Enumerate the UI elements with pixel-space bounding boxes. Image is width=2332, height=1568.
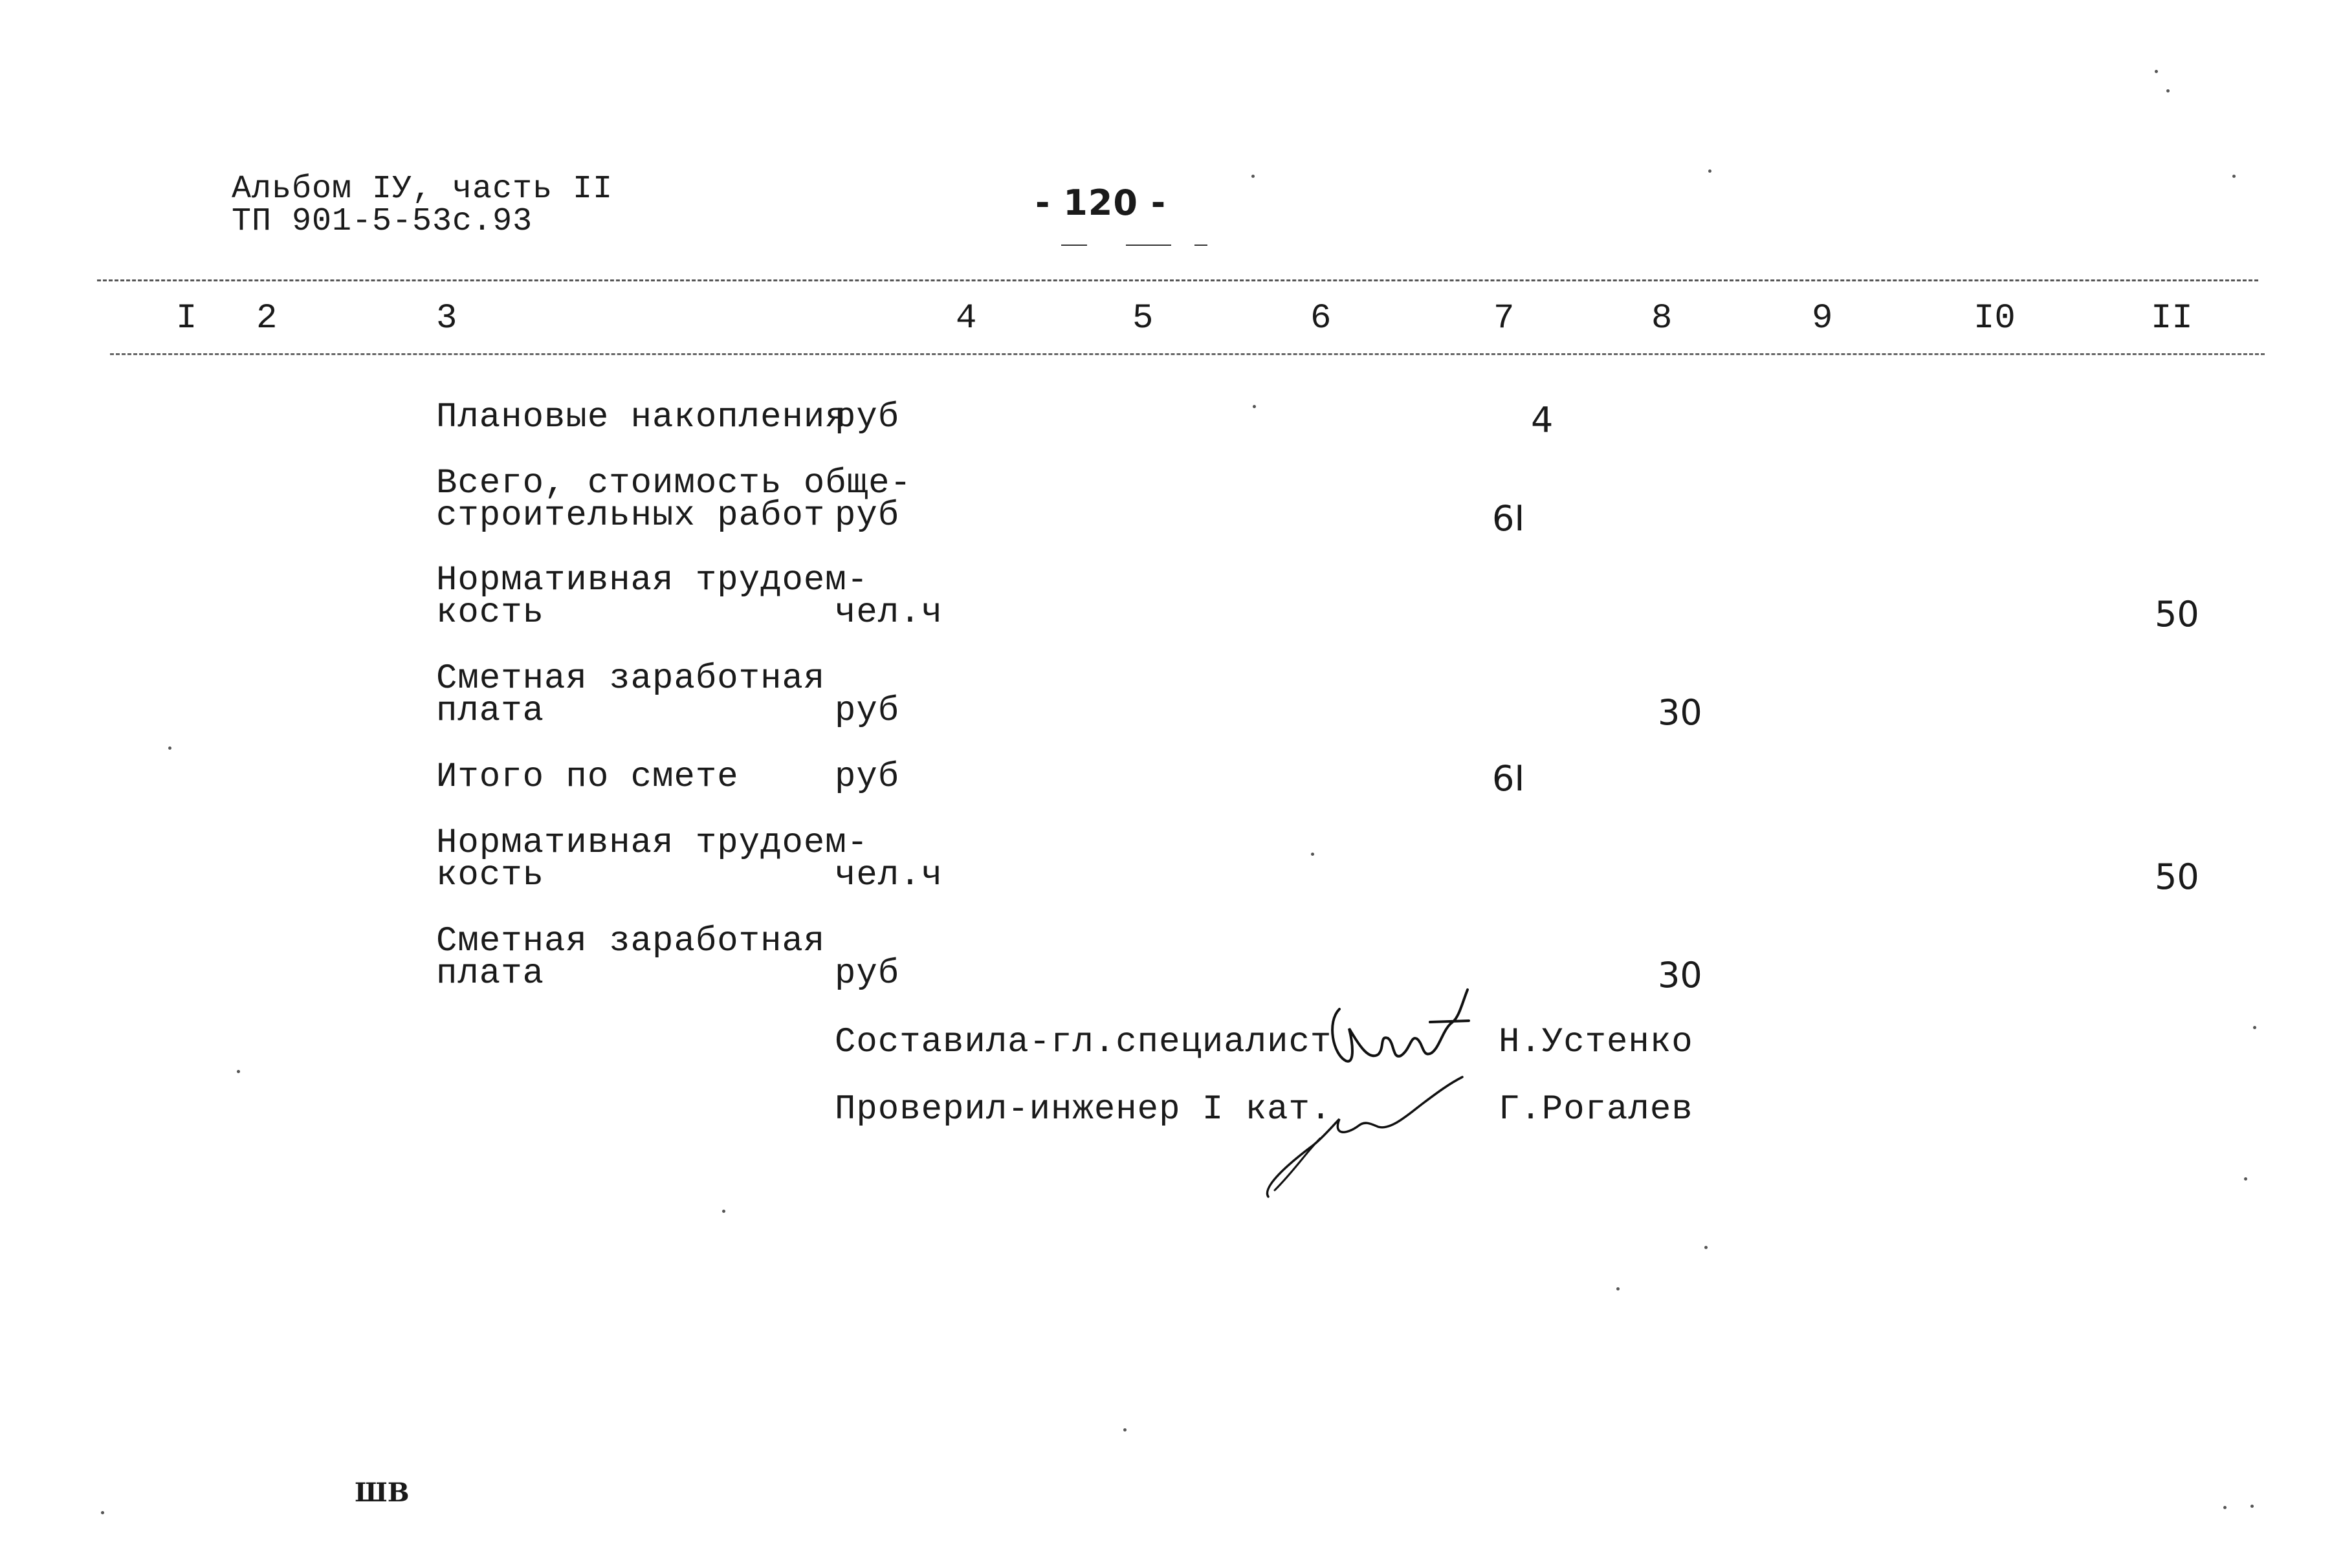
column-header-9: 9	[1812, 299, 1833, 338]
column-header-11: II	[2151, 299, 2193, 338]
scan-speck	[1123, 1428, 1127, 1432]
column-header-8: 8	[1651, 299, 1673, 338]
row-6-name-line-2: кость	[436, 856, 545, 895]
compiled-by-name: Н.Устенко	[1499, 1023, 1693, 1062]
checked-by-name: Г.Рогалев	[1499, 1090, 1693, 1129]
footer-mark: ШВ	[355, 1477, 410, 1508]
column-header-5: 5	[1132, 299, 1154, 338]
column-header-1: I	[176, 299, 197, 338]
scan-speck	[1708, 169, 1711, 173]
row-1-unit: руб	[835, 398, 900, 437]
table-top-rule	[97, 279, 2258, 281]
row-6-unit: чел.ч	[835, 856, 943, 895]
row-4-unit: руб	[835, 691, 900, 731]
row-7-col8-value: 30	[1658, 955, 1702, 996]
column-header-7: 7	[1493, 299, 1515, 338]
scan-speck	[2155, 70, 2158, 73]
scan-speck	[101, 1511, 104, 1514]
scan-mark	[1194, 245, 1207, 246]
row-7-name-line-2: плата	[436, 954, 545, 994]
row-1-name: Плановые накопления	[436, 398, 847, 437]
column-header-3: 3	[436, 299, 457, 338]
column-header-2: 2	[256, 299, 278, 338]
checked-by-role: Проверил-инженер I кат.	[835, 1090, 1332, 1129]
scan-speck	[1616, 1287, 1620, 1290]
row-4-name-line-1: Сметная заработная	[436, 659, 826, 699]
scan-speck	[237, 1070, 240, 1073]
scan-speck	[2223, 1506, 2227, 1509]
row-3-unit: чел.ч	[835, 593, 943, 633]
page-number: - 120 -	[1035, 182, 1167, 223]
column-header-10: I0	[1974, 299, 2016, 338]
column-header-4: 4	[956, 299, 977, 338]
row-4-name-line-2: плата	[436, 691, 545, 731]
row-6-name-line-1: Нормативная трудоем-	[436, 823, 869, 863]
row-2-name-line-1: Всего, стоимость обще-	[436, 464, 912, 503]
scan-mark	[1061, 245, 1087, 246]
scan-speck	[2244, 1177, 2247, 1181]
row-2-name-line-2: строительных работ	[436, 496, 826, 536]
scan-speck	[2166, 89, 2170, 93]
row-7-unit: руб	[835, 954, 900, 994]
row-3-col11-value: 50	[2155, 594, 2199, 635]
scan-speck	[2250, 1505, 2254, 1508]
scan-speck	[1253, 405, 1256, 408]
album-line: Альбом IУ, часть II	[232, 171, 613, 208]
row-2-unit: руб	[835, 496, 900, 536]
row-5-col7-value: 6I	[1492, 758, 1525, 799]
row-2-col7-value: 6I	[1492, 498, 1525, 539]
row-1-col7-value: 4	[1531, 400, 1554, 441]
project-code: ТП 901-5-53с.93	[232, 203, 533, 240]
scan-speck	[1311, 853, 1314, 856]
scan-speck	[2253, 1026, 2256, 1029]
row-5-name: Итого по смете	[436, 757, 739, 797]
row-3-name-line-2: кость	[436, 593, 545, 633]
scan-speck	[1704, 1246, 1708, 1249]
signature-rogalev	[1262, 1074, 1469, 1203]
row-7-name-line-1: Сметная заработная	[436, 922, 826, 961]
table-header-bottom-rule	[110, 353, 2265, 355]
column-header-6: 6	[1310, 299, 1332, 338]
scan-mark	[1126, 245, 1171, 246]
compiled-by-role: Составила-гл.специалист	[835, 1023, 1332, 1062]
scan-speck	[722, 1210, 725, 1213]
scan-speck	[2232, 175, 2236, 178]
row-4-col8-value: 30	[1658, 692, 1702, 733]
row-3-name-line-1: Нормативная трудоем-	[436, 561, 869, 600]
row-5-unit: руб	[835, 757, 900, 797]
row-6-col11-value: 50	[2155, 856, 2199, 897]
signature-ustenko	[1320, 983, 1475, 1080]
scan-speck	[168, 746, 171, 750]
scan-speck	[1251, 175, 1255, 178]
